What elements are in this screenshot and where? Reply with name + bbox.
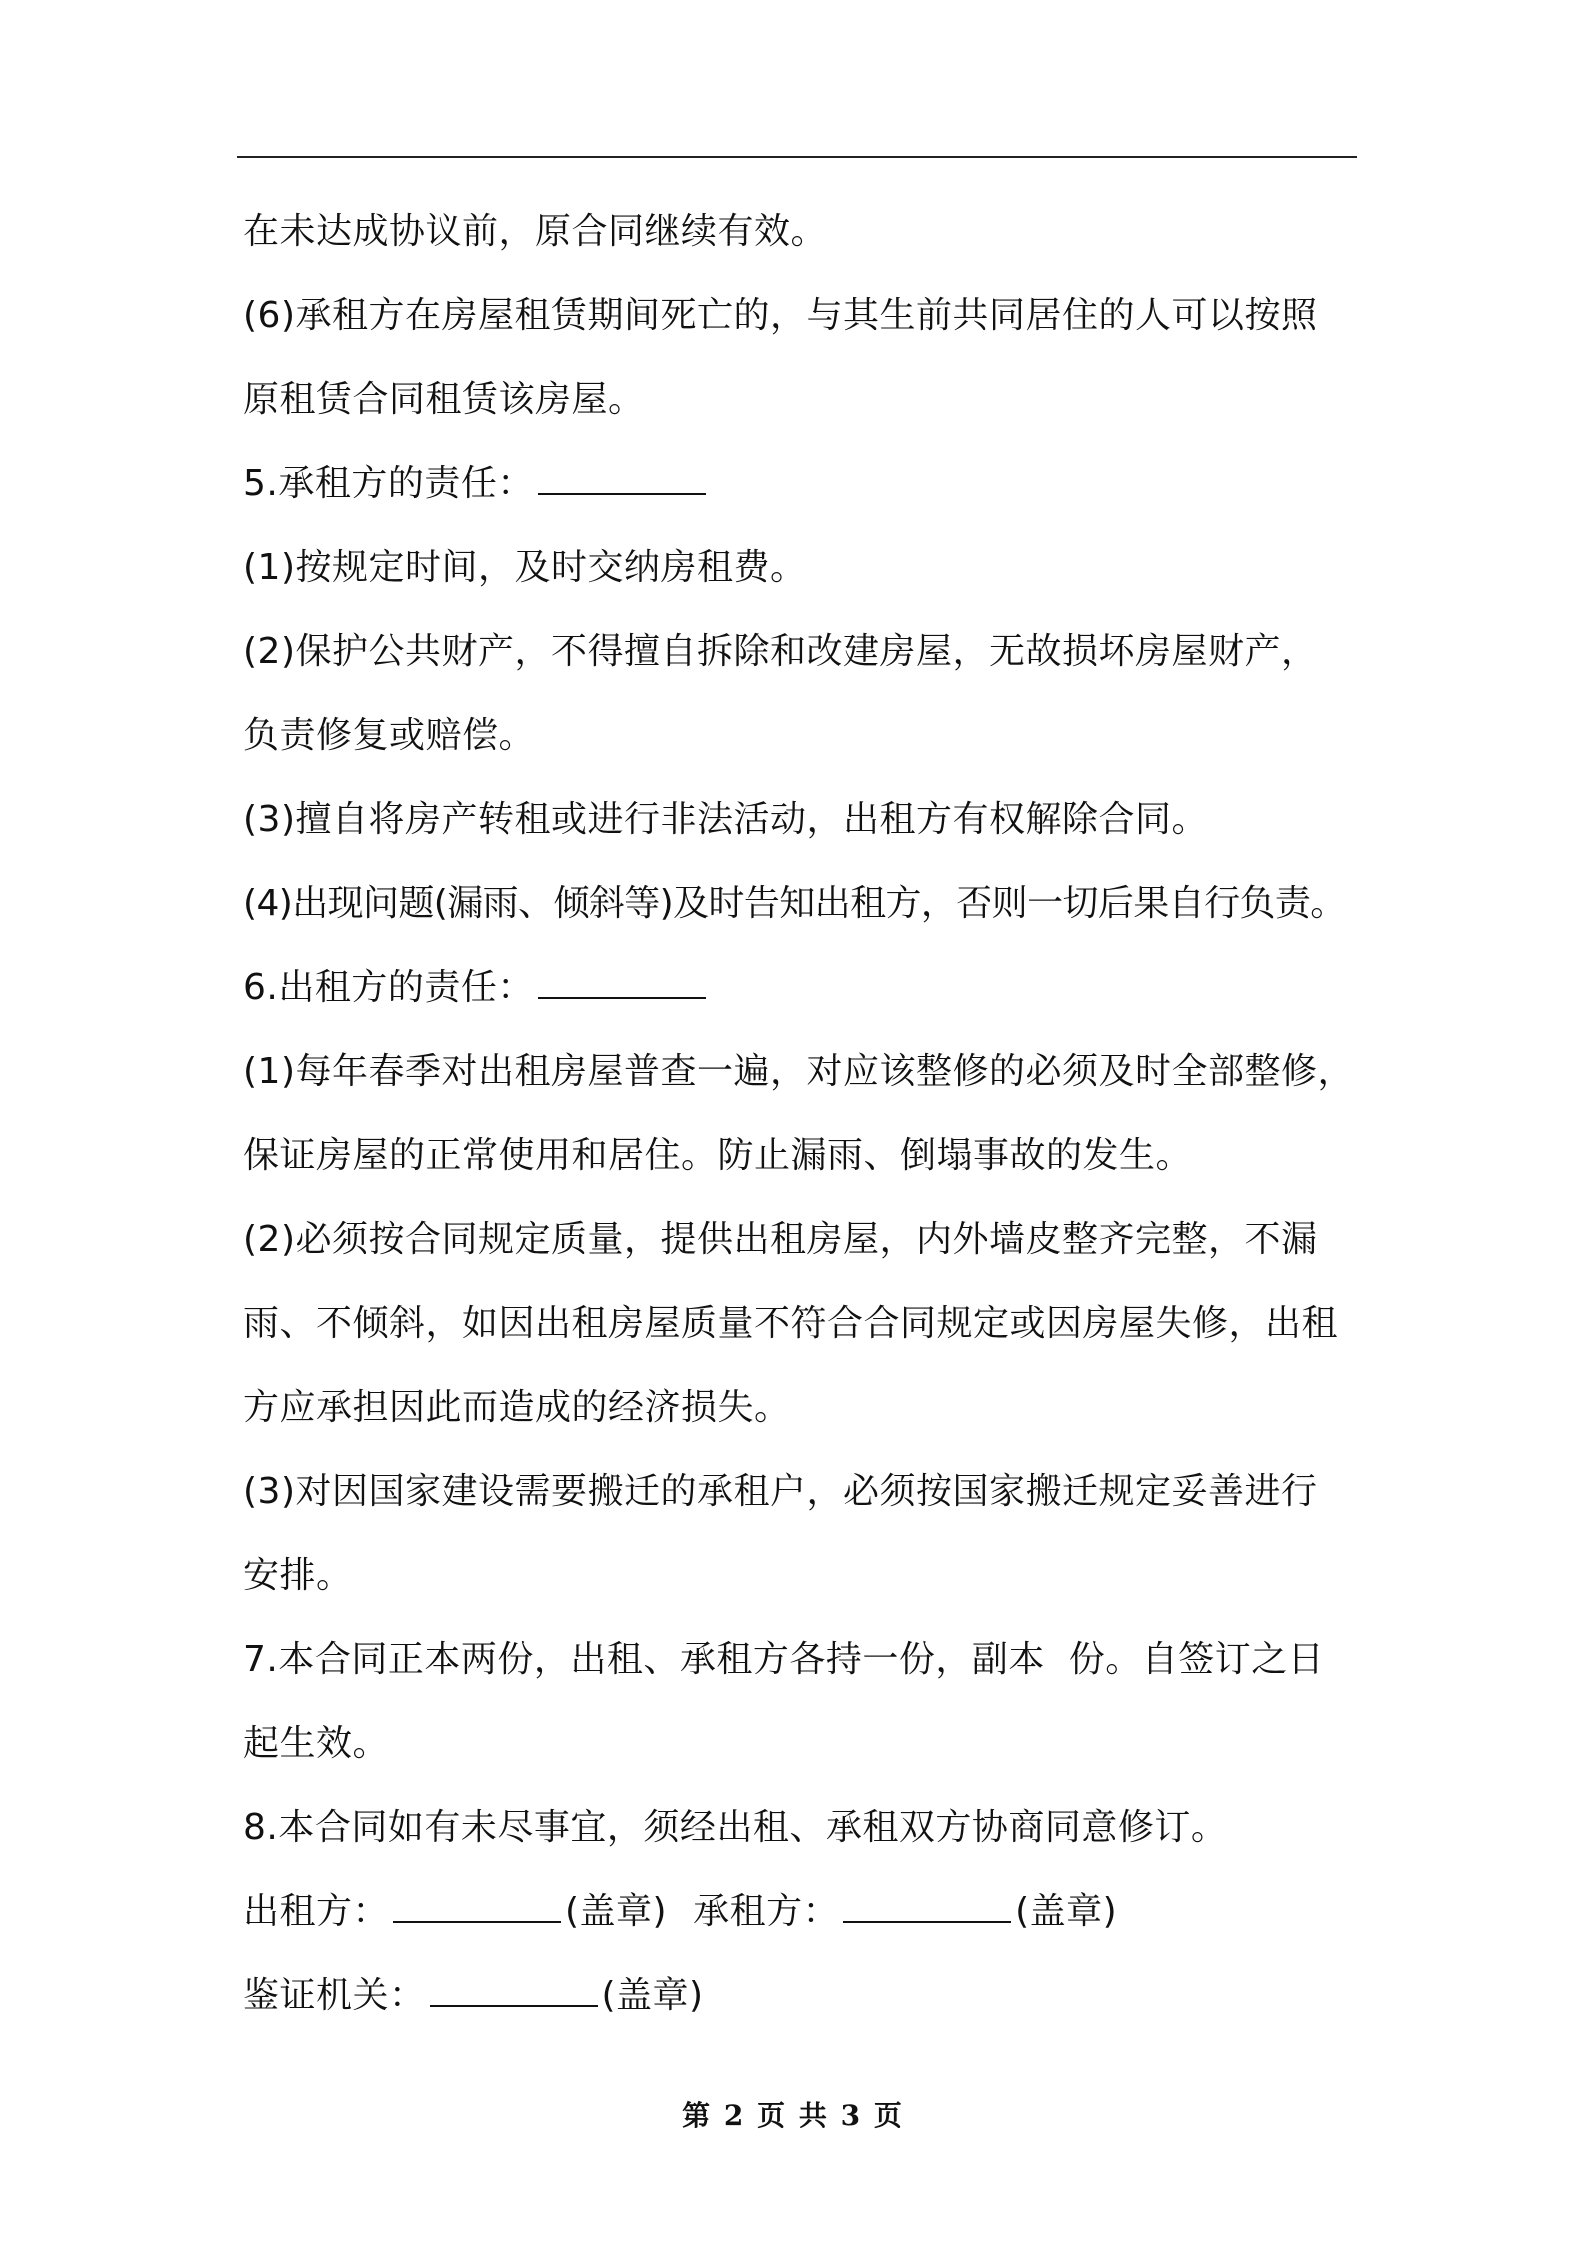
paragraph-line: 7.本合同正本两份，出租、承租方各持一份，副本 份。自签订之日 xyxy=(243,1639,1325,1680)
paragraph-line: 保证房屋的正常使用和居住。防止漏雨、倒塌事故的发生。 xyxy=(243,1135,1193,1176)
paragraph-line: (6)承租方在房屋租赁期间死亡的，与其生前共同居住的人可以按照 xyxy=(243,295,1318,336)
lessor-seal: (盖章) xyxy=(565,1891,668,1932)
paragraph-line: 方应承担因此而造成的经济损失。 xyxy=(243,1387,791,1428)
paragraph-line: (4)出现问题(漏雨、倾斜等)及时告知出租方，否则一切后果自行负责。 xyxy=(243,883,1346,924)
paragraph-line: 雨、不倾斜，如因出租房屋质量不符合合同规定或因房屋失修，出租 xyxy=(243,1303,1339,1344)
fill-in-blank xyxy=(538,453,706,495)
lessee-seal: (盖章) xyxy=(1015,1891,1118,1932)
section-heading-lessee-duties: 5.承租方的责任： xyxy=(243,452,1361,536)
paragraph-line: (1)按规定时间，及时交纳房租费。 xyxy=(243,547,807,588)
paragraph-line: 起生效。 xyxy=(243,1723,390,1764)
page-number: 第 2 页 共 3 页 xyxy=(682,2099,904,2132)
paragraph-line: (3)擅自将房产转租或进行非法活动，出租方有权解除合同。 xyxy=(243,799,1208,840)
document-body xyxy=(243,200,1361,2048)
notary-signature-blank xyxy=(430,1965,598,2007)
lessor-label: 出租方： xyxy=(243,1891,390,1932)
fill-in-blank xyxy=(538,957,706,999)
paragraph-line: 在未达成协议前，原合同继续有效。 xyxy=(243,211,828,252)
signature-line-parties xyxy=(243,1880,1361,1964)
section-heading-lessor-duties: 6.出租方的责任： xyxy=(243,956,1361,1040)
signature-line-notary xyxy=(243,1964,1361,2048)
header-rule xyxy=(237,156,1357,158)
paragraph-line: (3)对因国家建设需要搬迁的承租户，必须按国家搬迁规定妥善进行 xyxy=(243,1471,1318,1512)
paragraph-line: (2)保护公共财产，不得擅自拆除和改建房屋，无故损坏房屋财产， xyxy=(243,631,1318,672)
paragraph-line: 原租赁合同租赁该房屋。 xyxy=(243,379,645,420)
paragraph-line: 负责修复或赔偿。 xyxy=(243,715,536,756)
notary-seal: (盖章) xyxy=(601,1975,704,2016)
paragraph-line: 安排。 xyxy=(243,1555,353,1596)
paragraph-line: 8.本合同如有未尽事宜，须经出租、承租双方协商同意修订。 xyxy=(243,1807,1228,1848)
notary-label: 鉴证机关： xyxy=(243,1975,426,2016)
paragraph-line: (1)每年春季对出租房屋普查一遍，对应该整修的必须及时全部整修， xyxy=(243,1051,1354,1092)
paragraph-line: (2)必须按合同规定质量，提供出租房屋，内外墙皮整齐完整，不漏 xyxy=(243,1219,1318,1260)
lessor-signature-blank xyxy=(393,1881,561,1923)
lessee-signature-blank xyxy=(843,1881,1011,1923)
lessee-label: 承租方： xyxy=(693,1891,840,1932)
